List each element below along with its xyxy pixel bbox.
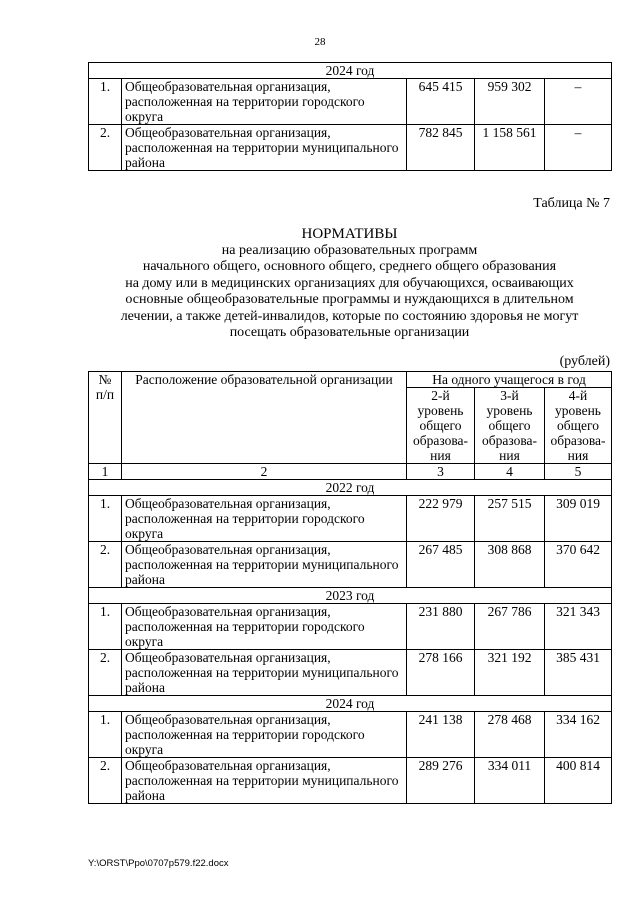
- column-number: 1: [89, 464, 122, 480]
- row-value: 308 868: [475, 542, 545, 588]
- continuation-table: [88, 62, 612, 171]
- row-location: Общеобразовательная организация, расположенная на территории городского округа: [122, 604, 407, 650]
- row-value: 334 011: [475, 758, 545, 804]
- header-row: [89, 372, 612, 388]
- table-row: [89, 125, 612, 171]
- row-value: 267 485: [407, 542, 475, 588]
- row-value: 278 468: [475, 712, 545, 758]
- page-number: 28: [314, 36, 326, 48]
- row-number: 2.: [89, 650, 122, 696]
- row-number: 2.: [89, 125, 122, 171]
- column-number: 2: [122, 464, 407, 480]
- column-number: 5: [545, 464, 612, 480]
- row-number: 2.: [89, 542, 122, 588]
- header-num: № п/п: [89, 372, 122, 464]
- table-row: [89, 650, 612, 696]
- row-value: 370 642: [545, 542, 612, 588]
- row-value: 782 845: [407, 125, 475, 171]
- column-number: 3: [407, 464, 475, 480]
- footer-file-path: Y:\ORST\Ppo\0707p579.f22.docx: [88, 858, 229, 869]
- row-value: 267 786: [475, 604, 545, 650]
- row-number: 2.: [89, 758, 122, 804]
- header-level3: 3-й уровень общего образова-ния: [475, 388, 545, 464]
- row-location: Общеобразовательная организация, расположенная на территории городского округа: [122, 712, 407, 758]
- table-row: [89, 712, 612, 758]
- row-value: 321 343: [545, 604, 612, 650]
- year-label: 2022 год: [89, 480, 612, 496]
- heading-line: лечении, а также детей-инвалидов, которые по состоянию здоровья не могут: [120, 308, 579, 324]
- row-value: 231 880: [407, 604, 475, 650]
- row-value: 645 415: [407, 79, 475, 125]
- table-row: [89, 758, 612, 804]
- row-value: 309 019: [545, 496, 612, 542]
- row-value: 278 166: [407, 650, 475, 696]
- row-number: 1.: [89, 496, 122, 542]
- year-label: 2023 год: [89, 588, 612, 604]
- heading-line: основные общеобразовательные программы и нуждающихся в длительном: [125, 292, 574, 307]
- row-value: 334 162: [545, 712, 612, 758]
- table-row: [89, 496, 612, 542]
- column-number: 4: [475, 464, 545, 480]
- header-location: Расположение образовательной организации: [122, 372, 407, 464]
- row-location: Общеобразовательная организация, расположенная на территории муниципального района: [122, 542, 407, 588]
- row-location: Общеобразовательная организация, расположенная на территории муниципального района: [122, 125, 407, 171]
- heading-line: на дому или в медицинских организациях для обучающихся, осваивающих: [125, 275, 574, 291]
- row-value: 241 138: [407, 712, 475, 758]
- heading-line: начального общего, основного общего, среднего общего образования: [142, 259, 557, 274]
- row-number: 1.: [89, 79, 122, 125]
- row-value: 1 158 561: [475, 125, 545, 171]
- column-number-row: [89, 464, 612, 480]
- row-location: Общеобразовательная организация, расположенная на территории муниципального района: [122, 650, 407, 696]
- header-level4: 4-й уровень общего образова-ния: [545, 388, 612, 464]
- row-value: 321 192: [475, 650, 545, 696]
- heading-line: на реализацию образовательных программ: [221, 242, 478, 258]
- header-per-student: На одного учащегося в год: [407, 372, 612, 388]
- heading-title: НОРМАТИВЫ: [301, 226, 398, 242]
- table-row: [89, 604, 612, 650]
- year-label: 2024 год: [89, 696, 612, 712]
- heading-line: посещать образовательные организации: [229, 325, 470, 340]
- year-row: [89, 588, 612, 604]
- year-label: 2024 год: [89, 63, 612, 79]
- row-number: 1.: [89, 604, 122, 650]
- unit-label: (рублей): [559, 354, 610, 369]
- normatives-table: [88, 371, 612, 804]
- row-value: 385 431: [545, 650, 612, 696]
- row-value: 400 814: [545, 758, 612, 804]
- table-number: Таблица № 7: [533, 196, 610, 211]
- year-row: [89, 63, 612, 79]
- row-location: Общеобразовательная организация, расположенная на территории городского округа: [122, 496, 407, 542]
- table-row: [89, 542, 612, 588]
- header-level2: 2-й уровень общего образова-ния: [407, 388, 475, 464]
- row-value: –: [545, 79, 612, 125]
- row-location: Общеобразовательная организация, расположенная на территории муниципального района: [122, 758, 407, 804]
- row-location: Общеобразовательная организация, расположенная на территории городского округа: [122, 79, 407, 125]
- row-value: 222 979: [407, 496, 475, 542]
- row-value: 289 276: [407, 758, 475, 804]
- row-value: 257 515: [475, 496, 545, 542]
- row-number: 1.: [89, 712, 122, 758]
- row-value: –: [545, 125, 612, 171]
- row-value: 959 302: [475, 79, 545, 125]
- document-heading: [88, 226, 611, 342]
- year-row: [89, 696, 612, 712]
- table-row: [89, 79, 612, 125]
- year-row: [89, 480, 612, 496]
